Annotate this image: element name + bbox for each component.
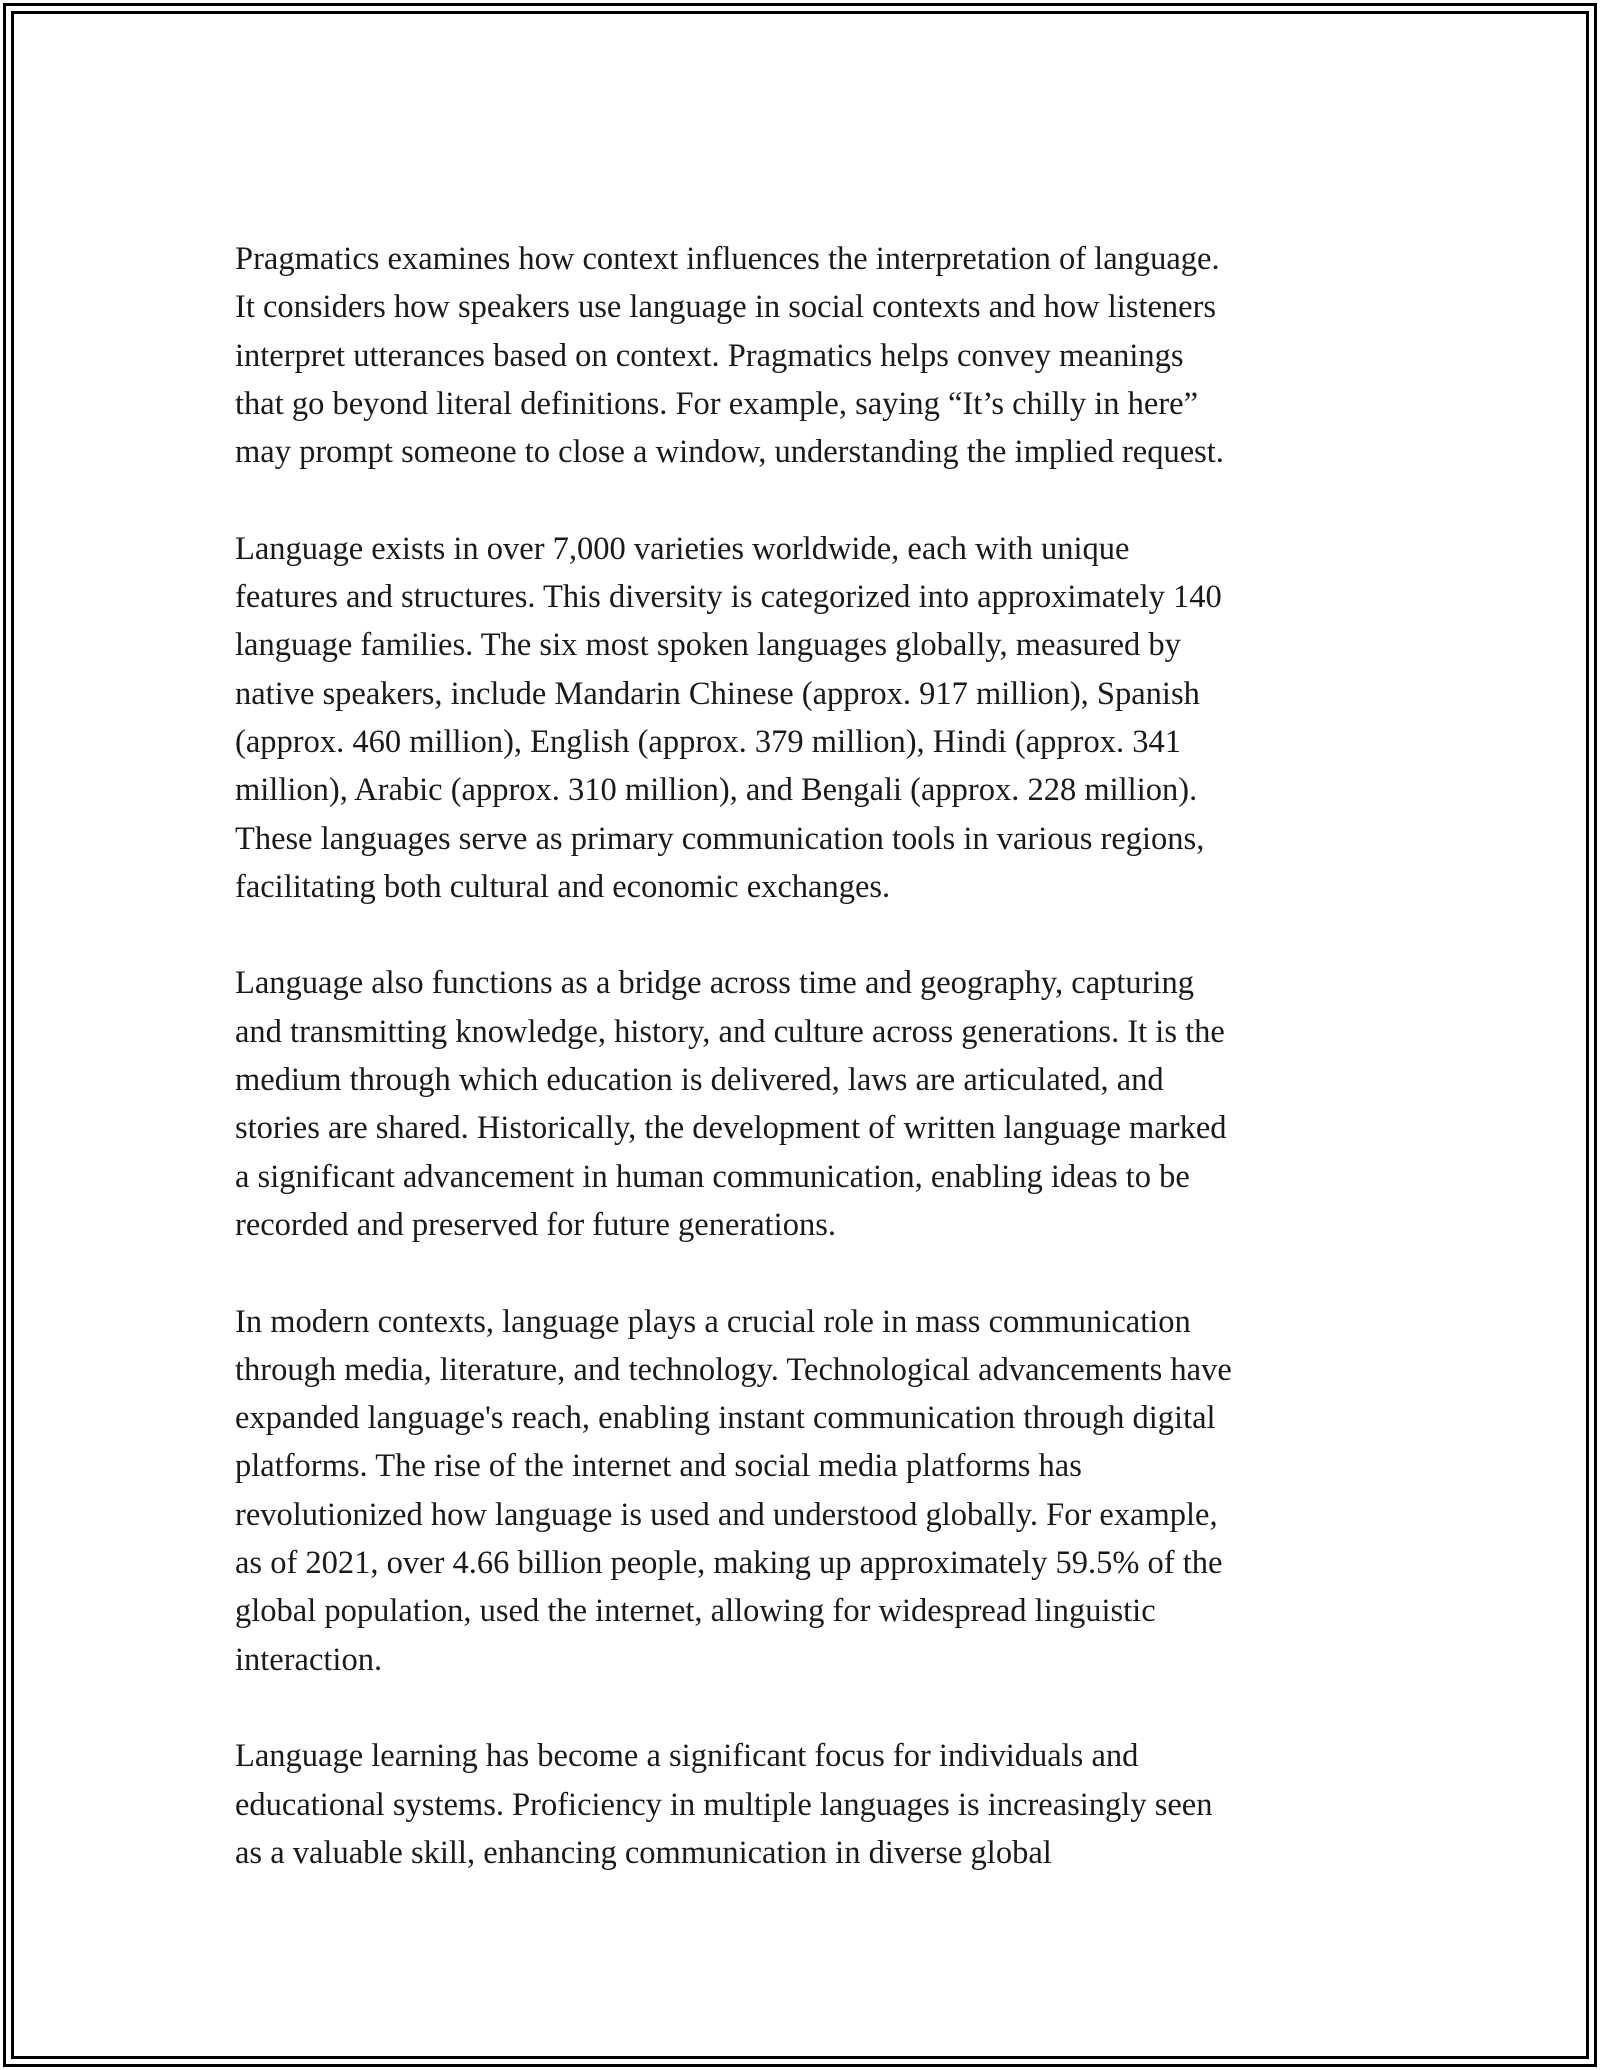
text-line: revolutionized how language is used and understood globally. For example, xyxy=(235,1496,1218,1533)
text-line: In modern contexts, language plays a crucial role in mass communication xyxy=(235,1303,1191,1340)
text-line: features and structures. This diversity is categorized into approximately 140 xyxy=(235,579,1222,616)
text-line: interpret utterances based on context. Pragmatics helps convey meanings xyxy=(235,337,1184,374)
paragraph-language-bridge xyxy=(235,959,1375,1249)
text-line: through media, literature, and technology. Technological advancements have xyxy=(235,1351,1232,1388)
text-line: and transmitting knowledge, history, and culture across generations. It is the xyxy=(235,1013,1225,1050)
text-line: These languages serve as primary communication tools in various regions, xyxy=(235,820,1205,857)
text-line: Pragmatics examines how context influences the interpretation of language. xyxy=(235,241,1220,277)
text-line: global population, used the internet, allowing for widespread linguistic xyxy=(235,1593,1156,1630)
paragraph-language-learning xyxy=(235,1732,1375,1877)
text-line: expanded language's reach, enabling instant communication through digital xyxy=(235,1400,1216,1437)
text-line: stories are shared. Historically, the development of written language marked xyxy=(235,1110,1227,1147)
text-line: platforms. The rise of the internet and social media platforms has xyxy=(235,1448,1082,1485)
text-line: Language also functions as a bridge across time and geography, capturing xyxy=(235,965,1195,1002)
text-line: recorded and preserved for future generations. xyxy=(235,1206,836,1243)
text-line: Language exists in over 7,000 varieties worldwide, each with unique xyxy=(235,530,1130,567)
paragraph-pragmatics xyxy=(235,235,1375,476)
text-line: may prompt someone to close a window, understanding the implied request. xyxy=(235,434,1224,471)
text-line: It considers how speakers use language in social contexts and how listeners xyxy=(235,289,1217,326)
text-line: medium through which education is delivered, laws are articulated, and xyxy=(235,1062,1164,1099)
text-line: interaction. xyxy=(235,1641,383,1678)
text-line: (approx. 460 million), English (approx. 379 million), Hindi (approx. 341 xyxy=(235,723,1181,760)
text-line: million), Arabic (approx. 310 million), and Bengali (approx. 228 million). xyxy=(235,772,1198,809)
paragraph-modern-contexts xyxy=(235,1298,1375,1684)
text-line: as of 2021, over 4.66 billion people, making up approximately 59.5% of the xyxy=(235,1545,1223,1582)
text-line: language families. The six most spoken languages globally, measured by xyxy=(235,627,1181,664)
text-line: facilitating both cultural and economic exchanges. xyxy=(235,868,891,905)
text-line: that go beyond literal definitions. For example, saying “It’s chilly in here” xyxy=(235,385,1199,422)
text-line: as a valuable skill, enhancing communication in diverse global xyxy=(235,1834,1052,1871)
text-line: a significant advancement in human communication, enabling ideas to be xyxy=(235,1158,1190,1195)
text-line: native speakers, include Mandarin Chinese (approx. 917 million), Spanish xyxy=(235,675,1200,712)
text-line: Language learning has become a significant focus for individuals and xyxy=(235,1738,1139,1775)
paragraph-language-varieties xyxy=(235,525,1375,911)
document-body xyxy=(235,235,1375,1925)
text-line: educational systems. Proficiency in multiple languages is increasingly seen xyxy=(235,1786,1213,1823)
